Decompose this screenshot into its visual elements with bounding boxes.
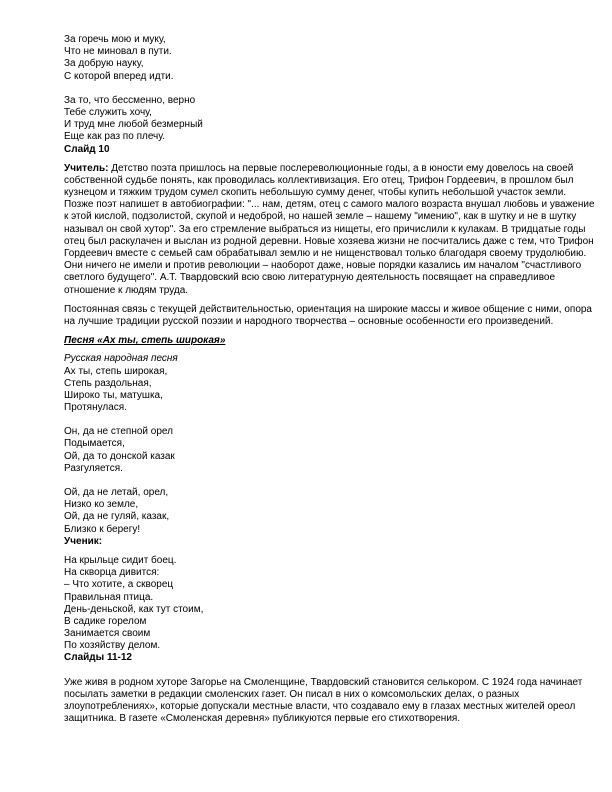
song-stanza bbox=[64, 487, 574, 536]
paragraph-line: Постоянная связь с текущей действительностью, ориентация на широкие массы и живое общение с ними, опора bbox=[64, 303, 592, 315]
poem-line: День-деньской, как тут стоим, bbox=[64, 603, 204, 615]
paragraph-line: Позже поэт напишет в автобиографии: "... нам, детям, отец с самого малого возраста внушал любовь и уважение bbox=[64, 199, 595, 211]
paragraph-line: Детство поэта пришлось на первые послереволюционные годы, а в юности ему довелось на своей bbox=[108, 162, 574, 174]
poem-line: – Что хотите, а скворец bbox=[64, 579, 174, 591]
song-line: Ой, да не летай, орел, bbox=[64, 487, 169, 498]
song-stanza bbox=[64, 366, 574, 415]
speaker-label: Ученик: bbox=[64, 535, 103, 547]
paragraph-line: на лучшие традиции русской поэзии и народного творчества – основные особенности его произведений. bbox=[64, 315, 554, 327]
poem-line: Занимается своим bbox=[64, 628, 151, 640]
paragraph-line: Уже живя в родном хуторе Загорье на Смоленщине, Твардовский становится селькором. С 1924 года начинает bbox=[64, 676, 583, 688]
paragraph-line: злоупотреблениях», которые допускали местные власти, что создавало ему в глазах местных жителей ореол bbox=[64, 701, 576, 712]
paragraph-line: светлого будущего". А.Т. Твардовский всю свою литературную деятельность посвящает на справедливое bbox=[64, 272, 556, 284]
paragraph bbox=[64, 303, 592, 328]
document-page bbox=[64, 34, 595, 725]
song-line: Разгуляется. bbox=[64, 462, 123, 474]
song-line: Близко к берегу! bbox=[64, 523, 141, 535]
paragraph-line: защитника. В газете «Смоленская деревня» публикуются первые его стихотворения. bbox=[64, 713, 461, 725]
song-subtitle: Русская народная песня bbox=[64, 353, 178, 365]
paragraph-line: отец был раскулачен и выслан из родной деревни. Новые хозяева жизни не посчитались даже с тем, что Трифон bbox=[64, 235, 594, 247]
slide-label: Слайд 10 bbox=[64, 143, 110, 155]
slide-label: Слайды 11-12 bbox=[64, 652, 132, 664]
poem-line: Тебе служить хочу, bbox=[64, 106, 152, 118]
paragraph-line: отношение к людям труда. bbox=[64, 284, 189, 296]
poem-line: Еще как раз по плечу. bbox=[64, 131, 166, 143]
song-line: Протянулася. bbox=[64, 402, 127, 414]
song-line: Степь раздольная, bbox=[64, 377, 152, 389]
paragraph bbox=[64, 676, 583, 726]
poem-line: На крыльце сидит боец. bbox=[64, 554, 177, 566]
poem-line: Что не миновал в пути. bbox=[64, 46, 172, 58]
song-title: Песня «Ах ты, степь широкая» bbox=[64, 335, 226, 347]
song-line: Низко ко земле, bbox=[64, 499, 139, 511]
paragraph-line: к этой кислой, подзолистой, скупой и недоброй, но нашей земле – нашему "имению", как в шутку и не в шутку bbox=[64, 211, 577, 223]
poem-stanza bbox=[64, 555, 574, 653]
poem-line: На скворца дивится: bbox=[64, 567, 160, 579]
paragraph-line: кузнецом и тяжким трудом сумел скопить небольшую сумму денег, чтобы купить небольшой участок земли. bbox=[64, 187, 567, 199]
poem-line: В садике горелом bbox=[64, 615, 147, 627]
poem-line: И труд мне любой безмерный bbox=[64, 119, 203, 131]
poem-line: По хозяйству делом. bbox=[64, 640, 161, 652]
song-line: Ой, да не гуляй, казак, bbox=[64, 511, 170, 523]
song-line: Широко ты, матушка, bbox=[64, 389, 163, 401]
speaker-label: Учитель: bbox=[64, 162, 109, 174]
paragraph-line: Гордеевич вместе с семьей сам обрабатывал землю и не нищенствовал только благодаря своему трудолюбию. bbox=[64, 248, 587, 259]
song-line: Подымается, bbox=[64, 438, 125, 450]
song-stanza bbox=[64, 426, 574, 475]
poem-stanza bbox=[64, 95, 574, 144]
teacher-paragraph bbox=[64, 162, 595, 297]
song-line: Ах ты, степь широкая, bbox=[64, 365, 168, 377]
paragraph-line: посылать заметки в редакции смоленских газет. Он писал в них о комсомольских делах, о разных bbox=[64, 688, 520, 700]
poem-line: За горечь мою и муку, bbox=[64, 34, 166, 45]
paragraph-line: называл он свой хутор". За его стремление выбраться из нищеты, его причислили к кулакам. В тридцатые годы bbox=[64, 223, 586, 235]
paragraph-line: собственной судьбе понять, как проводилась коллективизация. Его отец, Трифон Гордеевич, в прошлом был bbox=[64, 174, 574, 186]
poem-line: За то, что бессменно, верно bbox=[64, 94, 196, 106]
poem-line: С которой вперед идти. bbox=[64, 70, 174, 82]
song-line: Он, да не степной орел bbox=[64, 426, 173, 438]
paragraph-line: Они ничего не имели и против революции – наоборот даже, новые порядки казались им началом "счастливого bbox=[64, 260, 582, 272]
poem-line: За добрую науку, bbox=[64, 58, 144, 70]
song-line: Ой, да то донской казак bbox=[64, 450, 175, 462]
poem-stanza bbox=[64, 34, 574, 83]
poem-line: Правильная птица. bbox=[64, 591, 154, 603]
